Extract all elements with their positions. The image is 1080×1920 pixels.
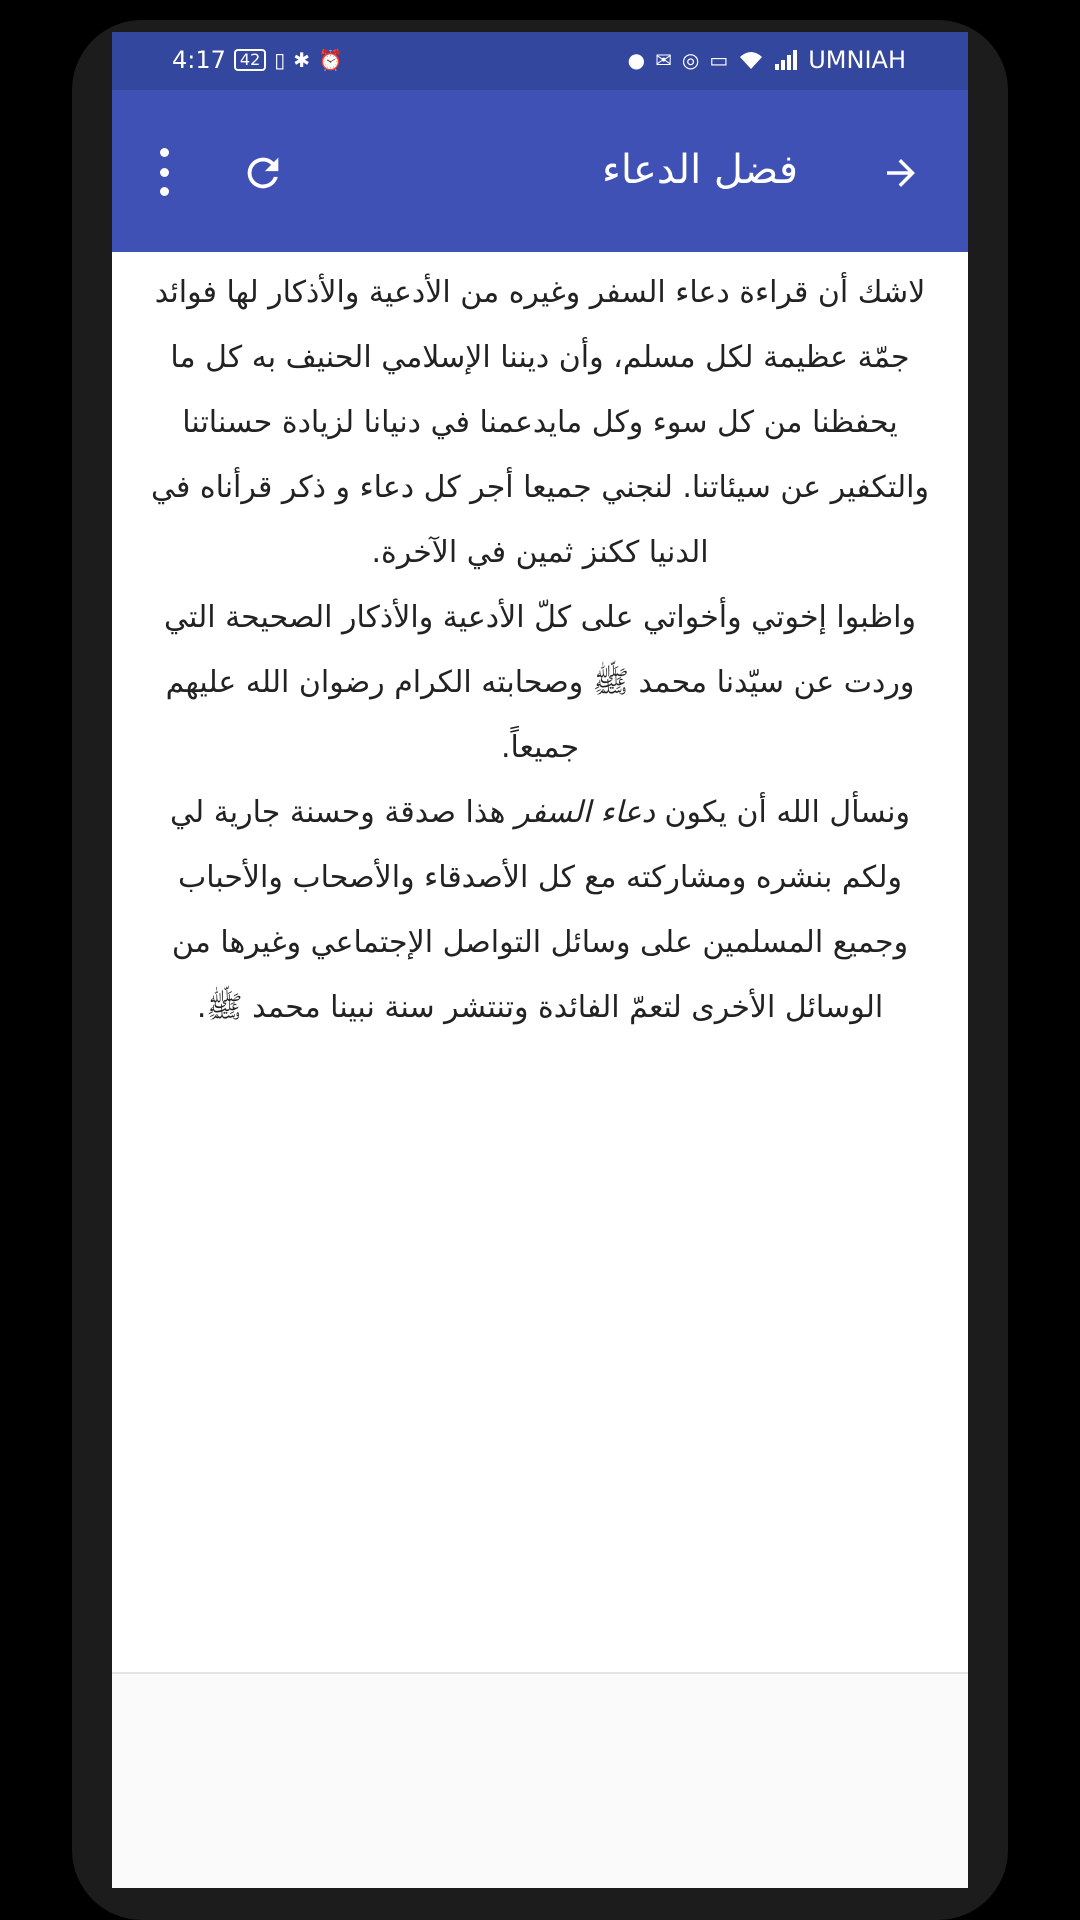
laptop-icon: ▭	[709, 48, 729, 72]
signal-icon	[774, 49, 798, 71]
paragraph-prayer	[140, 780, 940, 1040]
more-vert-icon[interactable]	[152, 148, 176, 196]
status-right-group	[628, 46, 906, 74]
vpn-icon: ●	[627, 48, 646, 72]
article-body	[140, 260, 940, 1040]
carrier-name: UMNIAH	[808, 46, 906, 74]
paragraph-prayer-start: ونسأل الله أن يكون	[654, 795, 910, 830]
battery-level: 42	[239, 50, 261, 69]
screen	[112, 32, 968, 1888]
paragraph-prayer-end: هذا صدقة وحسنة جارية لي ولكم بنشره ومشاركته مع كل الأصدقاء والأصحاب والأحباب وجميع المسلمين على وسائل التواصل الإجتماعي وغيرها من الوسائل الأخرى لتعمّ الفائدة وتنتشر سنة نبينا محمد ﷺ.	[170, 795, 909, 1025]
status-bar	[112, 32, 968, 90]
app-bar	[112, 90, 968, 252]
page-title: فضل الدعاء	[602, 147, 798, 193]
menu-dot	[160, 168, 169, 177]
travel-prayer-emphasis: دعاء السفر	[514, 795, 655, 830]
arrow-forward-icon[interactable]	[878, 152, 924, 194]
bluetooth-icon: ✱	[293, 48, 311, 72]
wifi-icon	[738, 49, 764, 71]
paragraph-advice: واظبوا إخوتي وأخواتي على كلّ الأدعية والأذكار الصحيحة التي وردت عن سيّدنا محمد ﷺ وصحابته الكرام رضوان الله عليهم جميعاً.	[164, 600, 916, 765]
instagram-icon: ◎	[681, 48, 700, 72]
paragraph-intro: لاشك أن قراءة دعاء السفر وغيره من الأدعية والأذكار لها فوائد جمّة عظيمة لكل مسلم، وأن ديننا الإسلامي الحنيف به كل ما يحفظنا من كل سوء وكل مايدعمنا في دنيانا لزيادة حسناتنا والتكفير عن سيئاتنا. لنجني جميعا أجر كل دعاء و ذكر قرأناه في الدنيا ككنز ثمين في الآخرة.	[150, 275, 930, 570]
bottom-panel	[112, 1674, 968, 1888]
menu-dot	[160, 187, 169, 196]
battery-icon	[234, 49, 266, 71]
vibrate-icon: ▯	[274, 48, 286, 72]
status-left-group	[172, 46, 343, 74]
menu-dot	[160, 148, 169, 157]
refresh-icon[interactable]	[240, 150, 286, 196]
mail-icon: ✉	[655, 48, 672, 72]
alarm-icon: ⏰	[318, 48, 343, 72]
status-time: 4:17	[172, 46, 226, 74]
